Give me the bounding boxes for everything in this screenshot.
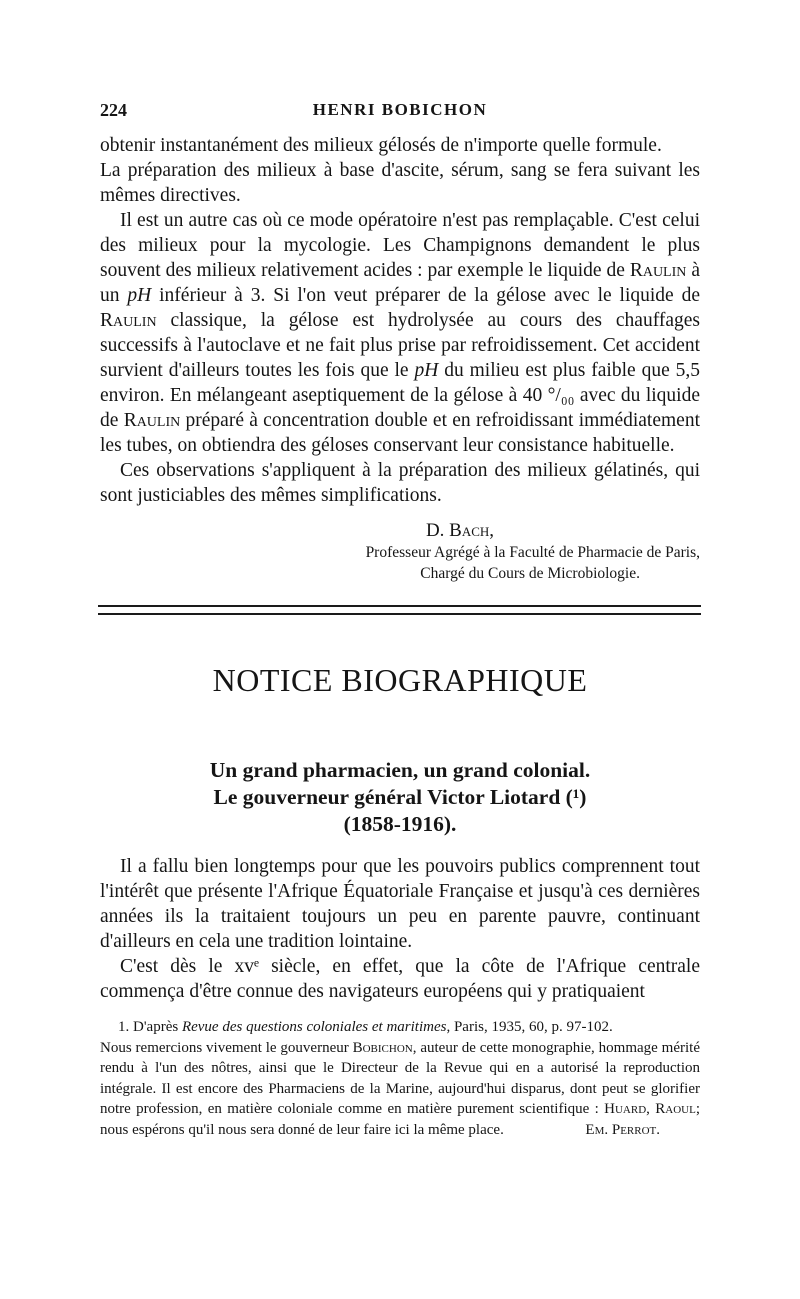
signature-name: D. Bach, [425,520,495,541]
journal-title: Revue des questions coloniales et maritimes [181,1019,447,1035]
footnote-signature: Em. Perrot. [585,1121,660,1138]
running-title: HENRI BOBICHON [312,100,488,119]
subtitle-line-2: Le gouverneur général Victor Liotard (¹) [213,785,587,809]
running-header [100,100,700,124]
ph-term: pH [414,360,439,381]
article-signature [100,520,700,584]
notice-paragraph-2: C'est dès le xvᵉ siècle, en effet, que la côte de l'Afrique centrale commença d'être connue des navigateurs européens qui y pratiquaient [100,956,700,1002]
signature-title-2: Chargé du Cours de Microbiologie. [420,565,640,582]
notice-paragraph-1: Il a fallu bien longtemps pour que les pouvoirs publics comprennent tout l'intérêt que présente l'Afrique Équatoriale Française et jusqu'à ces dernières années ils la traitaient toujours un peu en parente pauvre, continuant d'ailleurs en cela une tradition lointaine. [100,856,700,952]
paragraph-mycologie: Il est un autre cas où ce mode opératoire n'est pas remplaçable. C'est celui des milieux pour la mycologie. Les Champignons demandent le plus souvent des milieux relativement acides : par exemple le liquide de Raulin à un pH inférieur à 3. Si l'on veut préparer de la gélose avec le liquide de Raulin classique, la gélose est hydrolysée au cours des chauffages successifs à l'autoclave et ne fait plus prise par refroidissement. Cet accident survient d'ailleurs toutes les fois que le pH du milieu est plus faible que 5,5 environ. En mélangeant aseptiquement de la gélose à 40 °/₀₀ avec du liquide de Raulin préparé à concentration double et en refroidissant immédiatement les tubes, on obtiendra des géloses conservant leur consistance habituelle. [100,210,701,456]
section-divider-top [98,605,701,607]
paragraph-ascite: La préparation des milieux à base d'ascite, sérum, sang se fera suivant les mêmes directives. [100,160,700,206]
subtitle-line-1: Un grand pharmacien, un grand colonial. [209,758,591,782]
name-bobichon: Bobichon [352,1039,413,1056]
name-raoul: Raoul [655,1101,696,1117]
footnotes [100,1017,700,1140]
footnote-reference: 1. D'après Revue des questions coloniales et maritimes, Paris, 1935, 60, p. 97-102. [118,1019,613,1035]
ph-term: pH [127,285,152,306]
paragraph-gelatines: Ces observations s'appliquent à la préparation des milieux gélatinés, qui sont justiciables des mêmes simplifications. [100,460,700,506]
signature-title-1: Professeur Agrégé à la Faculté de Pharmacie de Paris, [365,544,700,561]
page-number: 224 [100,100,127,120]
notice-body [100,854,700,1004]
footnote-acknowledgement: Nous remercions vivement le gouverneur Bobichon, auteur de cette monographie, hommage mérité rendu à l'un des nôtres, ainsi que le Directeur de la Revue qui en a autorisé la reproduction intégrale. Il est encore des Pharmaciens de la Marine, aujourd'hui disparus, dont peut se glorifier notre profession, en matière coloniale comme en matière purement scientifique : Huard, Raoul; nous espérons qu'il nous sera donné de leur faire ici la même place. Em. Perrot. [100,1038,700,1141]
author-name-raulin: Raulin [123,410,181,431]
article-end [100,133,700,508]
notice-subtitle [100,757,700,838]
subtitle-line-3: (1858-1916). [343,812,457,836]
section-divider-bottom [98,613,701,615]
author-name-raulin: Raulin [629,260,687,281]
notice-title: NOTICE BIOGRAPHIQUE [212,662,588,698]
name-huard: Huard [604,1101,647,1117]
author-name-raulin: Raulin [100,310,157,331]
paragraph-continuation: obtenir instantanément des milieux gélosés de n'importe quelle formule. [100,135,662,156]
